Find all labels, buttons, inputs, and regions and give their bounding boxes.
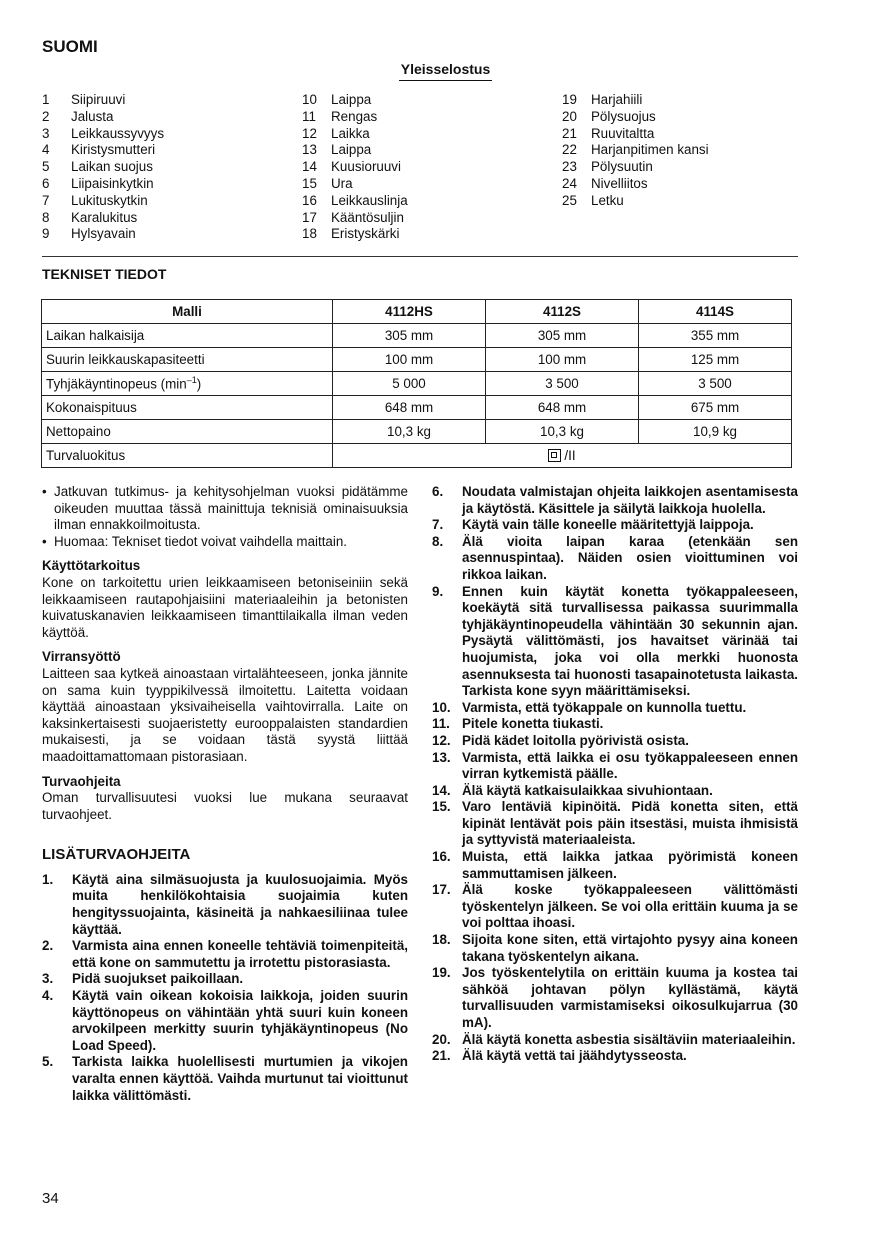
part-name: Siipiruuvi	[71, 92, 126, 107]
cell-value: 648 mm	[333, 396, 486, 420]
table-row	[42, 396, 792, 420]
table-row	[42, 420, 792, 444]
overview-title	[0, 61, 875, 81]
list-item	[42, 176, 164, 193]
list-item	[562, 176, 709, 193]
list-item	[432, 1032, 798, 1049]
item-text: Pitele konetta tiukasti.	[462, 716, 604, 732]
list-item	[302, 210, 408, 227]
label-text: Tyhjäkäyntinopeus (min	[46, 376, 187, 392]
list-item	[562, 109, 709, 126]
list-item	[302, 109, 408, 126]
item-number: 10.	[432, 699, 451, 715]
part-name: Harjahiili	[591, 92, 643, 107]
part-name: Laippa	[331, 92, 372, 107]
list-item	[302, 193, 408, 210]
part-name: Kuusioruuvi	[331, 159, 401, 175]
list-item	[302, 126, 408, 143]
list-item	[42, 109, 164, 126]
part-number: 20	[562, 108, 577, 124]
item-text: Jos työskentelytila on erittäin kuuma ja kostea tai sähköä johtavan pölyn kyllästämä, käytä turvallisuuden varmistamiseksi oikosulkujarrua (30 mA).	[462, 965, 798, 1030]
cell-value: 3 500	[639, 372, 792, 396]
cell-value: 675 mm	[639, 396, 792, 420]
item-text: Noudata valmistajan ohjeita laikkojen asentamisesta ja käytöstä. Käsittele ja säilytä laikkoja huolella.	[462, 484, 798, 516]
part-number: 25	[562, 192, 577, 208]
item-number: 16.	[432, 849, 451, 865]
part-name: Rengas	[331, 108, 378, 124]
list-item	[302, 142, 408, 159]
list-item	[302, 226, 408, 243]
item-text: Muista, että laikka jatkaa pyörimistä koneen sammuttamisen jälkeen.	[462, 849, 798, 881]
part-number: 23	[562, 159, 577, 175]
item-text: Älä käytä katkaisulaikkaa sivuhiontaan.	[462, 782, 713, 798]
safety-tips-text: Oman turvallisuutesi vuoksi lue mukana seuraavat turvaohjeet.	[42, 790, 408, 822]
cell-value: 10,3 kg	[486, 420, 639, 444]
item-number: 21.	[432, 1048, 451, 1064]
item-number: 13.	[432, 749, 451, 765]
item-text: Varmista, että laikka ei osu työkappaleeseen ennen virran kytkemistä päälle.	[462, 749, 798, 782]
item-number: 7.	[432, 517, 444, 533]
part-name: Eristyskärki	[331, 226, 400, 242]
safety-tips-heading: Turvaohjeita	[42, 773, 121, 789]
part-number: 10	[302, 92, 317, 107]
list-item	[432, 882, 798, 932]
part-name: Leikkauslinja	[331, 192, 408, 208]
item-number: 19.	[432, 965, 451, 981]
note-item: • Jatkuvan tutkimus- ja kehitysohjelman vuoksi pidätämme oikeuden muuttaa tässä mainittuja teknisiä ominaisuuksia ilman ennakkoilmoitusta.	[42, 484, 408, 533]
intended-use-text: Kone on tarkoitettu urien leikkaamiseen betoniseiniin sekä leikkaamiseen rautapohjaisiini materiaaleihin ja betonisten kuivatuskanavien leikkaamiseen timanttilaikalla ilman veden käyttöä.	[42, 574, 408, 640]
part-name: Laikan suojus	[71, 159, 153, 175]
list-item	[432, 700, 798, 717]
item-number: 14.	[432, 782, 451, 798]
item-number: 9.	[432, 583, 444, 599]
part-number: 22	[562, 142, 577, 158]
part-name: Lukituskytkin	[71, 192, 148, 208]
part-number: 7	[42, 192, 50, 208]
part-name: Ruuvitaltta	[591, 125, 655, 141]
part-number: 1	[42, 92, 50, 107]
part-name: Liipaisinkytkin	[71, 175, 154, 191]
language-heading: SUOMI	[42, 37, 98, 56]
list-item	[432, 733, 798, 750]
parts-list-column-1	[42, 92, 164, 243]
cell-value: 10,3 kg	[333, 420, 486, 444]
list-item	[42, 92, 164, 109]
row-label	[42, 372, 333, 396]
item-text: Sijoita kone siten, että virtajohto pysyy aina koneen takana työskentelyn aikana.	[462, 932, 798, 964]
item-text: Tarkista laikka huolellisesti murtumien ja vikojen varalta ennen käyttöä. Vaihda murtunut tai vioittunut laikka välittömästi.	[72, 1054, 408, 1103]
item-number: 12.	[432, 732, 451, 748]
part-name: Ura	[331, 175, 353, 191]
list-item	[562, 193, 709, 210]
item-number: 1.	[42, 871, 54, 887]
intended-use-heading: Käyttötarkoitus	[42, 558, 141, 574]
list-item	[302, 92, 408, 109]
item-number: 2.	[42, 938, 54, 954]
list-item	[432, 1048, 798, 1065]
item-number: 17.	[432, 882, 451, 898]
item-number: 6.	[432, 484, 444, 499]
part-number: 9	[42, 226, 50, 242]
specifications-table	[41, 299, 792, 468]
row-label: Laikan halkaisija	[42, 324, 333, 348]
table-header-row	[42, 300, 792, 324]
item-number: 3.	[42, 971, 54, 987]
list-item	[432, 517, 798, 534]
list-item	[432, 932, 798, 965]
part-name: Harjanpitimen kansi	[591, 142, 709, 158]
page-number: 34	[42, 1190, 59, 1207]
header-4112hs: 4112HS	[333, 300, 486, 324]
item-text: Älä vioita laipan karaa (etenkään sen asennuspintaa). Näiden osien vioittuminen voi rikkoa laikan.	[462, 533, 798, 582]
part-number: 13	[302, 142, 317, 158]
cell-value: 355 mm	[639, 324, 792, 348]
list-item	[432, 584, 798, 700]
safety-class-cell	[333, 444, 792, 468]
item-number: 8.	[432, 533, 444, 549]
part-name: Hylsyavain	[71, 226, 136, 242]
list-item	[562, 92, 709, 109]
part-number: 5	[42, 159, 50, 175]
double-insulation-icon	[548, 449, 561, 462]
cell-value: 100 mm	[486, 348, 639, 372]
right-column	[432, 484, 798, 1065]
header-model: Malli	[42, 300, 333, 324]
section-divider	[42, 256, 798, 257]
cell-value: 10,9 kg	[639, 420, 792, 444]
item-text: Älä koske työkappaleeseen välittömästi työskentelyn jälkeen. Se voi olla erittäin kuuma ja se voi polttaa ihoasi.	[462, 882, 798, 931]
part-number: 16	[302, 192, 317, 208]
list-item	[432, 849, 798, 882]
item-text: Varmista, että työkappale on kunnolla tuettu.	[462, 699, 747, 715]
list-item	[42, 1054, 408, 1104]
list-item	[42, 226, 164, 243]
row-label: Suurin leikkauskapasiteetti	[42, 348, 333, 372]
item-text: Varo lentäviä kipinöitä. Pidä konetta siten, että kipinät lentävät pois päin itsestäsi, muista ihmisistä ja syttyvistä materiaaleista.	[462, 799, 798, 848]
overview-title-text: Yleisselostus	[399, 61, 493, 81]
part-number: 14	[302, 159, 317, 175]
list-item	[42, 126, 164, 143]
safety-class-value: /II	[564, 448, 576, 463]
cell-value: 3 500	[486, 372, 639, 396]
list-item	[42, 988, 408, 1054]
safety-list-left	[42, 872, 408, 1104]
table-row	[42, 348, 792, 372]
left-column	[42, 484, 408, 1104]
parts-list-column-2	[302, 92, 408, 243]
cell-value: 100 mm	[333, 348, 486, 372]
list-item	[302, 176, 408, 193]
part-name: Karalukitus	[71, 209, 138, 225]
part-name: Kääntösuljin	[331, 209, 404, 225]
part-number: 6	[42, 175, 50, 191]
list-item	[562, 159, 709, 176]
power-supply-text: Laitteen saa kytkeä ainoastaan virtalähteeseen, jonka jännite on sama kuin tyyppikilvessä ilmoitettu. Laitetta voidaan käyttää ainoastaan yksivaiheisella vaihtovirralla. Laite on kaksinkertaisesti suojaeristetty eurooppalaisten standardien mukaisesti, ja se voidaan tästä syystä liittää maadoittamattomaan pistorasiaan.	[42, 665, 408, 764]
item-text: Ennen kuin käytät konetta työkappaleeseen, koekäytä sitä turvallisessa paikassa suurimmalla tyhjäkäyntinopeudella vähintään 30 sekunnin ajan. Pysäytä välittömästi, jos havaitset värinää tai huojumista, joka voi olla merkki huonosta asennuksesta tai huonosti tasapainotetusta laikasta. Tarkista kone syyn määrittämiseksi.	[462, 583, 798, 699]
part-name: Pölysuutin	[591, 159, 653, 175]
cell-value: 125 mm	[639, 348, 792, 372]
part-number: 24	[562, 175, 577, 191]
part-number: 12	[302, 125, 317, 141]
part-number: 18	[302, 226, 317, 242]
part-number: 3	[42, 125, 50, 141]
part-name: Laikka	[331, 125, 370, 141]
list-item	[562, 142, 709, 159]
label-superscript: –1	[186, 375, 197, 386]
item-text: Pidä kädet loitolla pyörivistä osista.	[462, 732, 689, 748]
cell-value: 305 mm	[486, 324, 639, 348]
item-number: 18.	[432, 932, 451, 948]
list-item	[562, 126, 709, 143]
specifications-title: TEKNISET TIEDOT	[42, 266, 167, 282]
part-name: Pölysuojus	[591, 108, 656, 124]
power-supply-heading: Virransyöttö	[42, 649, 121, 665]
cell-value: 305 mm	[333, 324, 486, 348]
additional-safety-heading: LISÄTURVAOHJEITA	[42, 846, 191, 864]
part-number: 2	[42, 108, 50, 124]
part-name: Nivelliitos	[591, 175, 648, 191]
list-item	[432, 484, 798, 517]
row-label: Nettopaino	[42, 420, 333, 444]
note-item: • Huomaa: Tekniset tiedot voivat vaihdella maittain.	[42, 533, 348, 549]
item-number: 15.	[432, 799, 451, 815]
part-number: 19	[562, 92, 577, 107]
list-item	[432, 799, 798, 849]
label-close: )	[196, 376, 202, 392]
cell-value: 648 mm	[486, 396, 639, 420]
table-row	[42, 444, 792, 468]
part-name: Kiristysmutteri	[71, 142, 156, 158]
part-name: Leikkaussyvyys	[71, 125, 165, 141]
list-item	[432, 965, 798, 1031]
part-number: 17	[302, 209, 317, 225]
part-number: 21	[562, 125, 577, 141]
part-number: 8	[42, 209, 50, 225]
list-item	[42, 210, 164, 227]
list-item	[42, 938, 408, 971]
part-number: 15	[302, 175, 317, 191]
list-item	[432, 750, 798, 783]
item-number: 4.	[42, 988, 54, 1004]
list-item	[42, 193, 164, 210]
safety-list-right	[432, 484, 798, 1065]
list-item	[432, 534, 798, 584]
list-item	[42, 159, 164, 176]
item-text: Älä käytä vettä tai jäähdytysseosta.	[462, 1048, 687, 1064]
item-text: Käytä vain oikean kokoisia laikkoja, joiden suurin käyttönopeus on vähintään yhtä suuri kuin koneen arvokilpeen merkitty suurin tyhjäkäyntinopeus (No Load Speed).	[72, 988, 408, 1053]
part-name: Letku	[591, 192, 624, 208]
list-item	[302, 159, 408, 176]
item-number: 5.	[42, 1054, 54, 1070]
list-item	[42, 142, 164, 159]
item-text: Älä käytä konetta asbestia sisältäviin materiaaleihin.	[462, 1031, 796, 1047]
table-row	[42, 324, 792, 348]
header-4112s: 4112S	[486, 300, 639, 324]
header-4114s: 4114S	[639, 300, 792, 324]
note-text: Huomaa: Tekniset tiedot voivat vaihdella maittain.	[54, 533, 348, 549]
cell-value: 5 000	[333, 372, 486, 396]
list-item	[432, 783, 798, 800]
item-text: Pidä suojukset paikoillaan.	[72, 971, 244, 987]
part-name: Laippa	[331, 142, 372, 158]
row-label: Kokonaispituus	[42, 396, 333, 420]
table-row	[42, 372, 792, 396]
list-item	[432, 716, 798, 733]
parts-list-column-3	[562, 92, 709, 210]
note-text: Jatkuvan tutkimus- ja kehitysohjelman vuoksi pidätämme oikeuden muuttaa tässä mainittuja teknisiä ominaisuuksia ilman ennakkoilmoitusta.	[54, 484, 408, 533]
part-number: 4	[42, 142, 50, 158]
item-text: Käytä aina silmäsuojusta ja kuulosuojaimia. Myös muita henkilökohtaisia suojaimia kuten hengityssuojainta, käsineitä ja nahkaesiliinaa tulee käyttää.	[72, 871, 408, 937]
row-label: Turvaluokitus	[42, 444, 333, 468]
list-item	[42, 971, 408, 988]
part-name: Jalusta	[71, 108, 114, 124]
part-number: 11	[302, 108, 316, 124]
list-item	[42, 872, 408, 938]
item-text: Varmista aina ennen koneelle tehtäviä toimenpiteitä, että kone on sammutettu ja irrotettu pistorasiasta.	[72, 938, 408, 970]
item-number: 11.	[432, 716, 450, 732]
item-number: 20.	[432, 1031, 451, 1047]
item-text: Käytä vain tälle koneelle määritettyjä laippoja.	[462, 517, 754, 533]
